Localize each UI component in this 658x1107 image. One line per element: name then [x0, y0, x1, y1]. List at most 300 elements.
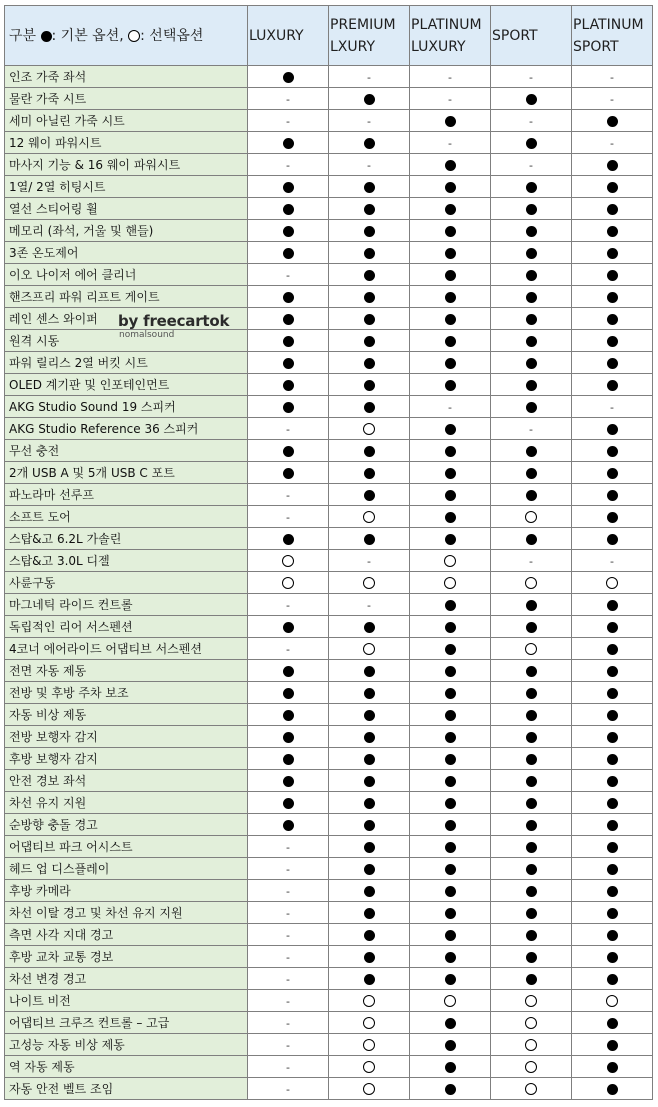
option-cell — [491, 308, 572, 330]
filled-circle-icon — [283, 446, 294, 457]
filled-circle-icon — [526, 688, 537, 699]
option-cell — [491, 792, 572, 814]
option-cell — [248, 352, 329, 374]
feature-label: 차선 변경 경고 — [5, 968, 248, 990]
filled-circle-icon — [526, 468, 537, 479]
option-cell — [329, 1056, 410, 1078]
filled-circle-icon — [445, 864, 456, 875]
empty-circle-icon — [606, 995, 618, 1007]
option-cell — [572, 352, 653, 374]
option-cell — [410, 396, 491, 418]
table-row — [5, 682, 653, 704]
feature-label: 차선 이탈 경고 및 차선 유지 지원 — [5, 902, 248, 924]
filled-circle-icon — [526, 842, 537, 853]
filled-circle-icon — [445, 688, 456, 699]
filled-circle-icon — [445, 776, 456, 787]
option-cell — [410, 946, 491, 968]
feature-label: AKG Studio Sound 19 스피커 — [5, 396, 248, 418]
not-available-dash: - — [286, 268, 290, 282]
table-row — [5, 990, 653, 1012]
filled-circle-icon — [526, 798, 537, 809]
empty-circle-icon — [444, 555, 456, 567]
option-cell — [248, 286, 329, 308]
option-cell — [410, 704, 491, 726]
empty-circle-icon — [363, 995, 375, 1007]
option-cell — [491, 682, 572, 704]
option-cell — [329, 374, 410, 396]
option-cell — [410, 440, 491, 462]
option-cell — [410, 220, 491, 242]
option-cell — [491, 66, 572, 88]
filled-circle-icon — [283, 666, 294, 677]
not-available-dash: - — [448, 70, 452, 84]
option-cell — [329, 132, 410, 154]
option-cell — [248, 946, 329, 968]
feature-label: 고성능 자동 비상 제동 — [5, 1034, 248, 1056]
option-cell — [572, 880, 653, 902]
option-cell — [410, 880, 491, 902]
option-cell — [248, 814, 329, 836]
option-cell — [248, 1034, 329, 1056]
table-row — [5, 660, 653, 682]
option-cell — [248, 396, 329, 418]
filled-circle-icon — [445, 930, 456, 941]
option-cell — [329, 286, 410, 308]
option-cell — [572, 748, 653, 770]
option-cell — [491, 924, 572, 946]
filled-circle-icon — [526, 600, 537, 611]
filled-circle-icon — [364, 270, 375, 281]
not-available-dash: - — [286, 884, 290, 898]
table-row — [5, 946, 653, 968]
feature-label: 차선 유지 지원 — [5, 792, 248, 814]
watermark-subtext: nomalsound — [119, 330, 175, 340]
feature-label: 원격 시동 — [5, 330, 248, 352]
table-row — [5, 550, 653, 572]
not-available-dash: - — [529, 158, 533, 172]
filled-circle-icon — [445, 644, 456, 655]
filled-circle-icon — [607, 226, 618, 237]
filled-circle-icon — [607, 644, 618, 655]
not-available-dash: - — [367, 114, 371, 128]
option-cell — [572, 1012, 653, 1034]
options-table — [4, 5, 653, 1100]
filled-circle-icon — [526, 204, 537, 215]
filled-circle-icon — [283, 336, 294, 347]
option-cell — [572, 990, 653, 1012]
filled-circle-icon — [283, 468, 294, 479]
option-cell — [248, 880, 329, 902]
filled-circle-icon — [607, 490, 618, 501]
empty-circle-icon — [444, 995, 456, 1007]
feature-label: 물란 가죽 시트 — [5, 88, 248, 110]
option-cell — [572, 858, 653, 880]
filled-circle-icon — [445, 974, 456, 985]
option-cell — [329, 528, 410, 550]
empty-circle-icon — [525, 577, 537, 589]
filled-circle-icon — [526, 358, 537, 369]
feature-label: 레인 센스 와이퍼 — [5, 308, 248, 330]
option-cell — [572, 220, 653, 242]
filled-circle-icon — [445, 446, 456, 457]
option-cell — [572, 946, 653, 968]
option-cell — [410, 286, 491, 308]
option-cell — [572, 330, 653, 352]
filled-circle-icon — [607, 820, 618, 831]
filled-circle-icon — [283, 380, 294, 391]
empty-circle-icon — [363, 423, 375, 435]
option-cell — [329, 770, 410, 792]
filled-circle-icon — [607, 270, 618, 281]
table-row — [5, 352, 653, 374]
option-cell — [572, 1078, 653, 1100]
empty-circle-icon — [282, 555, 294, 567]
filled-circle-icon — [526, 908, 537, 919]
option-cell — [248, 990, 329, 1012]
table-row — [5, 198, 653, 220]
filled-circle-icon — [526, 182, 537, 193]
option-cell — [410, 1012, 491, 1034]
option-cell — [491, 858, 572, 880]
table-row — [5, 308, 653, 330]
feature-label: 핸즈프리 파워 리프트 게이트 — [5, 286, 248, 308]
option-cell — [248, 682, 329, 704]
option-cell — [410, 902, 491, 924]
filled-circle-icon — [526, 336, 537, 347]
option-cell — [329, 484, 410, 506]
option-cell — [572, 374, 653, 396]
option-cell — [329, 616, 410, 638]
filled-circle-icon — [526, 930, 537, 941]
filled-circle-icon — [607, 798, 618, 809]
filled-circle-icon — [607, 864, 618, 875]
option-cell — [248, 616, 329, 638]
option-cell — [491, 418, 572, 440]
filled-circle-icon — [526, 666, 537, 677]
empty-circle-icon — [363, 1083, 375, 1095]
filled-circle-icon — [526, 754, 537, 765]
option-cell — [248, 440, 329, 462]
option-cell — [410, 660, 491, 682]
filled-circle-icon — [445, 512, 456, 523]
filled-circle-icon — [526, 974, 537, 985]
not-available-dash: - — [286, 862, 290, 876]
feature-label: 측면 사각 지대 경고 — [5, 924, 248, 946]
not-available-dash: - — [286, 114, 290, 128]
option-cell — [572, 1034, 653, 1056]
option-cell — [329, 990, 410, 1012]
filled-circle-icon — [364, 908, 375, 919]
option-cell — [572, 902, 653, 924]
feature-label: 어댑티브 파크 어시스트 — [5, 836, 248, 858]
not-available-dash: - — [286, 158, 290, 172]
option-cell — [491, 176, 572, 198]
option-cell — [329, 968, 410, 990]
option-cell — [491, 110, 572, 132]
header-legend-cell — [5, 6, 248, 66]
option-cell — [572, 572, 653, 594]
feature-label: 역 자동 제동 — [5, 1056, 248, 1078]
table-row — [5, 242, 653, 264]
option-cell — [410, 308, 491, 330]
option-cell — [329, 66, 410, 88]
option-cell — [248, 154, 329, 176]
table-row — [5, 704, 653, 726]
option-cell — [491, 352, 572, 374]
option-cell — [572, 154, 653, 176]
filled-circle-icon — [364, 226, 375, 237]
trim-header-premium-luxury: PREMIUM LXURY — [329, 6, 410, 66]
filled-circle-icon — [283, 358, 294, 369]
option-cell — [248, 528, 329, 550]
filled-circle-icon — [445, 292, 456, 303]
table-row — [5, 484, 653, 506]
option-cell — [410, 836, 491, 858]
table-row — [5, 902, 653, 924]
feature-label: 12 웨이 파워시트 — [5, 132, 248, 154]
empty-circle-icon — [444, 577, 456, 589]
filled-circle-icon — [445, 270, 456, 281]
not-available-dash: - — [286, 994, 290, 1008]
option-cell — [248, 1078, 329, 1100]
option-cell — [491, 374, 572, 396]
feature-label: 스탑&고 6.2L 가솔린 — [5, 528, 248, 550]
option-cell — [248, 770, 329, 792]
option-cell — [572, 726, 653, 748]
table-row — [5, 330, 653, 352]
feature-label: 4코너 에어라이드 어댑티브 서스펜션 — [5, 638, 248, 660]
filled-circle-icon — [526, 776, 537, 787]
option-cell — [410, 638, 491, 660]
option-cell — [572, 924, 653, 946]
option-cell — [572, 792, 653, 814]
option-cell — [491, 968, 572, 990]
not-available-dash: - — [529, 70, 533, 84]
option-cell — [248, 506, 329, 528]
option-cell — [248, 1012, 329, 1034]
filled-circle-icon — [607, 182, 618, 193]
filled-circle-icon — [364, 798, 375, 809]
option-cell — [248, 462, 329, 484]
filled-circle-icon — [445, 666, 456, 677]
option-cell — [410, 154, 491, 176]
table-row — [5, 814, 653, 836]
option-cell — [491, 528, 572, 550]
option-cell — [491, 132, 572, 154]
option-cell — [491, 836, 572, 858]
option-cell — [248, 66, 329, 88]
filled-circle-icon — [445, 116, 456, 127]
option-cell — [329, 638, 410, 660]
option-cell — [572, 682, 653, 704]
table-row — [5, 726, 653, 748]
option-cell — [491, 220, 572, 242]
filled-circle-icon — [445, 424, 456, 435]
filled-circle-icon — [526, 248, 537, 259]
filled-circle-icon — [445, 380, 456, 391]
not-available-dash: - — [286, 1060, 290, 1074]
table-row — [5, 110, 653, 132]
table-row — [5, 1056, 653, 1078]
filled-circle-icon — [445, 468, 456, 479]
option-cell — [410, 990, 491, 1012]
option-cell — [491, 572, 572, 594]
option-cell — [329, 506, 410, 528]
option-cell — [572, 770, 653, 792]
not-available-dash: - — [286, 840, 290, 854]
filled-circle-icon — [364, 204, 375, 215]
table-row — [5, 286, 653, 308]
option-cell — [491, 814, 572, 836]
option-cell — [410, 594, 491, 616]
option-cell — [410, 968, 491, 990]
filled-circle-icon — [364, 952, 375, 963]
feature-label: 전방 및 후방 주차 보조 — [5, 682, 248, 704]
filled-circle-icon — [607, 116, 618, 127]
option-cell — [329, 176, 410, 198]
table-row — [5, 176, 653, 198]
option-cell — [329, 792, 410, 814]
option-cell — [491, 1034, 572, 1056]
not-available-dash: - — [610, 400, 614, 414]
not-available-dash: - — [286, 972, 290, 986]
option-cell — [410, 506, 491, 528]
filled-circle-icon — [364, 622, 375, 633]
table-row — [5, 66, 653, 88]
option-cell — [410, 1056, 491, 1078]
option-cell — [410, 242, 491, 264]
not-available-dash: - — [286, 92, 290, 106]
option-cell — [572, 308, 653, 330]
filled-circle-icon — [445, 952, 456, 963]
option-cell — [410, 352, 491, 374]
feature-label: 독립적인 리어 서스펜션 — [5, 616, 248, 638]
filled-circle-icon — [445, 886, 456, 897]
feature-label: 자동 안전 벨트 조임 — [5, 1078, 248, 1100]
option-cell — [572, 550, 653, 572]
option-cell — [491, 660, 572, 682]
option-cell — [572, 506, 653, 528]
feature-label: 인조 가죽 좌석 — [5, 66, 248, 88]
feature-label: 후방 교차 교통 경보 — [5, 946, 248, 968]
option-cell — [572, 176, 653, 198]
filled-circle-icon — [607, 314, 618, 325]
option-cell — [491, 286, 572, 308]
not-available-dash: - — [529, 422, 533, 436]
filled-circle-icon — [526, 402, 537, 413]
not-available-dash: - — [367, 554, 371, 568]
option-cell — [491, 154, 572, 176]
feature-label: 이오 나이저 에어 클리너 — [5, 264, 248, 286]
feature-label: 메모리 (좌석, 거울 및 핸들) — [5, 220, 248, 242]
option-cell — [248, 902, 329, 924]
filled-circle-icon — [445, 1040, 456, 1051]
table-row — [5, 638, 653, 660]
option-cell — [491, 770, 572, 792]
filled-circle-icon — [364, 732, 375, 743]
option-cell — [329, 352, 410, 374]
filled-circle-icon — [526, 270, 537, 281]
option-cell — [410, 814, 491, 836]
option-cell — [491, 198, 572, 220]
feature-label: 1열/ 2열 히팅시트 — [5, 176, 248, 198]
option-cell — [329, 594, 410, 616]
option-cell — [329, 902, 410, 924]
option-cell — [410, 330, 491, 352]
option-cell — [410, 550, 491, 572]
filled-circle-icon — [607, 974, 618, 985]
filled-circle-icon — [445, 908, 456, 919]
option-cell — [329, 110, 410, 132]
option-cell — [329, 264, 410, 286]
filled-circle-icon — [364, 776, 375, 787]
filled-circle-icon — [364, 490, 375, 501]
filled-circle-icon — [607, 754, 618, 765]
option-cell — [491, 594, 572, 616]
filled-circle-icon — [283, 204, 294, 215]
filled-circle-icon — [607, 1040, 618, 1051]
filled-circle-icon — [445, 336, 456, 347]
feature-label: OLED 계기판 및 인포테인먼트 — [5, 374, 248, 396]
empty-circle-icon — [525, 1017, 537, 1029]
feature-label: 전방 보행자 감지 — [5, 726, 248, 748]
option-cell — [329, 858, 410, 880]
filled-circle-icon — [526, 314, 537, 325]
filled-circle-icon — [364, 292, 375, 303]
option-cell — [410, 924, 491, 946]
filled-circle-icon — [283, 248, 294, 259]
filled-circle-icon — [607, 336, 618, 347]
trim-header-platinum-sport: PLATINUM SPORT — [572, 6, 653, 66]
filled-circle-icon — [607, 446, 618, 457]
not-available-dash: - — [448, 92, 452, 106]
table-row — [5, 858, 653, 880]
option-cell — [491, 462, 572, 484]
empty-circle-icon — [606, 577, 618, 589]
table-row — [5, 88, 653, 110]
feature-label: 열선 스티어링 휠 — [5, 198, 248, 220]
option-cell — [572, 66, 653, 88]
option-cell — [572, 286, 653, 308]
filled-circle-icon — [607, 710, 618, 721]
option-cell — [329, 440, 410, 462]
option-cell — [491, 88, 572, 110]
option-cell — [572, 264, 653, 286]
option-cell — [410, 1078, 491, 1100]
legend-standard-text: : 기본 옵션, — [51, 27, 124, 44]
table-row — [5, 220, 653, 242]
filled-circle-icon — [526, 490, 537, 501]
filled-circle-icon — [283, 798, 294, 809]
filled-circle-icon — [445, 842, 456, 853]
option-cell — [572, 88, 653, 110]
filled-circle-icon — [607, 688, 618, 699]
option-cell — [491, 506, 572, 528]
not-available-dash: - — [367, 158, 371, 172]
filled-circle-icon — [526, 886, 537, 897]
option-cell — [491, 638, 572, 660]
filled-circle-icon — [364, 468, 375, 479]
option-cell — [329, 946, 410, 968]
table-row — [5, 264, 653, 286]
feature-label: 세미 아닐린 가죽 시트 — [5, 110, 248, 132]
table-row — [5, 132, 653, 154]
filled-circle-icon — [607, 666, 618, 677]
filled-circle-icon — [445, 798, 456, 809]
table-row — [5, 594, 653, 616]
option-cell — [248, 550, 329, 572]
not-available-dash: - — [286, 488, 290, 502]
